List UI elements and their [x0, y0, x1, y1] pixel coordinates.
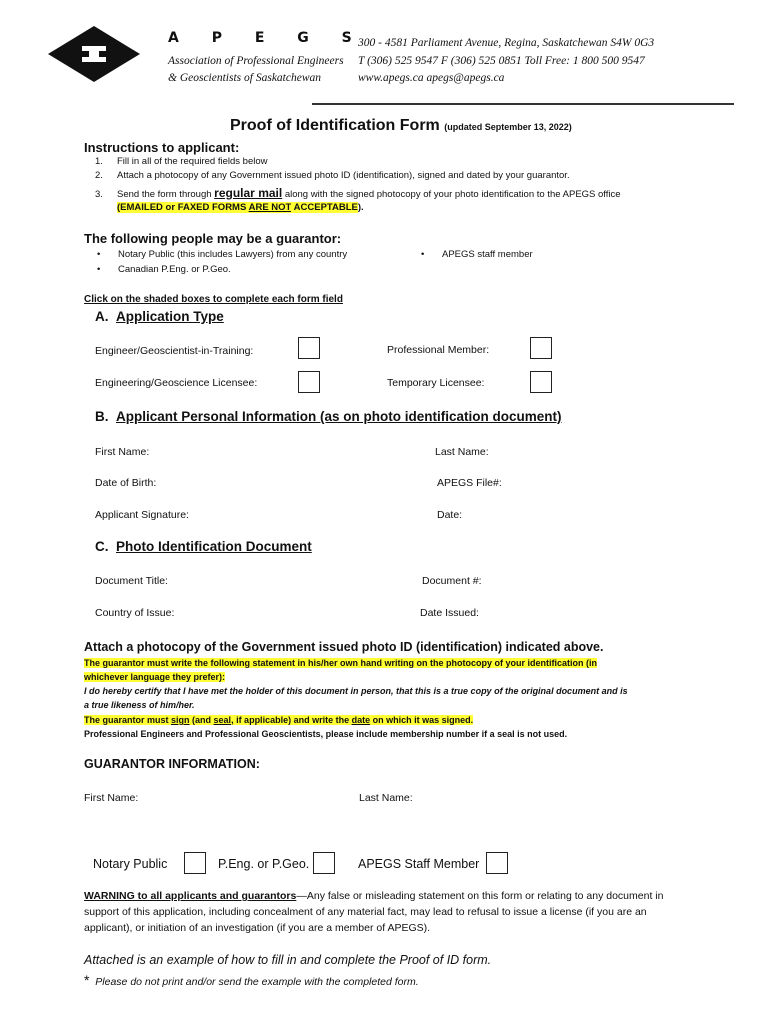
brand-name: A P E G S: [168, 30, 366, 46]
certification-statement: I do hereby certify that I have met the holder of this document in person, that this is a true copy of the original document and is: [84, 686, 628, 696]
updated-date: (updated September 13, 2022): [444, 122, 572, 132]
instruction-item: 2. Attach a photocopy of any Government issued photo ID (identification), signed and dated by your guarantor.: [95, 170, 570, 181]
example-warning: * Please do not print and/or send the example with the completed form.: [84, 972, 419, 988]
example-note: Attached is an example of how to fill in and complete the Proof of ID form.: [84, 953, 492, 967]
date-field[interactable]: Date:: [437, 509, 463, 521]
field-label-licensee: Engineering/Geoscience Licensee:: [95, 377, 258, 389]
document-title-field[interactable]: Document Title:: [95, 575, 168, 587]
instruction-item: 1. Fill in all of the required fields below: [95, 156, 268, 167]
form-title: Proof of Identification Form (updated September 13, 2022): [230, 117, 572, 134]
country-of-issue-field[interactable]: Country of Issue:: [95, 607, 175, 619]
sign-instructions: The guarantor must sign (and seal, if applicable) and write the date on which it was signed.: [84, 715, 474, 725]
address: 300 - 4581 Parliament Avenue, Regina, Saskatchewan S4W 0G3: [358, 37, 655, 49]
apegs-file-field[interactable]: APEGS File#:: [437, 477, 502, 489]
apegs-staff-label: APEGS Staff Member: [358, 857, 480, 871]
org-name-line2: & Geoscientists of Saskatchewan: [168, 72, 321, 84]
first-name-field[interactable]: First Name:: [95, 446, 150, 458]
guarantor-info-heading: GUARANTOR INFORMATION:: [84, 757, 260, 771]
guarantor-heading: The following people may be a guarantor:: [84, 231, 342, 246]
apegs-logo: [44, 24, 144, 84]
checkbox-professional-member[interactable]: [530, 337, 552, 359]
checkbox-eit[interactable]: [298, 337, 320, 359]
instruction-item-continued: (EMAILED or FAXED FORMS ARE NOT ACCEPTABLE).: [117, 202, 364, 213]
last-name-field[interactable]: Last Name:: [435, 446, 489, 458]
checkbox-temporary-licensee[interactable]: [530, 371, 552, 393]
date-issued-field[interactable]: Date Issued:: [420, 607, 479, 619]
header-rule: [312, 103, 734, 105]
certification-statement-cont: a true likeness of him/her.: [84, 700, 195, 710]
guarantor-item: • Notary Public (this includes Lawyers) from any country: [118, 249, 347, 260]
guarantor-instructions: The guarantor must write the following statement in his/her own hand writing on the photocopy of your identification (in: [84, 658, 597, 668]
field-label-professional-member: Professional Member:: [387, 344, 490, 356]
phone-numbers: T (306) 525 9547 F (306) 525 0851 Toll Free: 1 800 500 9547: [358, 55, 645, 67]
section-c-heading: C. Photo Identification Document: [95, 539, 312, 554]
checkbox-peng-pgeo[interactable]: [313, 852, 335, 874]
instruction-item: 3. Send the form through regular mail along with the signed photocopy of your photo identification to the APEGS office: [95, 186, 621, 200]
attach-heading: Attach a photocopy of the Government issued photo ID (identification) indicated above.: [84, 640, 604, 654]
warning-text: WARNING to all applicants and guarantors—Any false or misleading statement on this form or relating to any document in support of this application, including concealment of any material fact, may lead to refusal to issue a license (if you are an applicant), or initiation of an investigation (if you are a member of APEGS).: [84, 890, 664, 934]
org-name-line1: Association of Professional Engineers: [168, 55, 344, 67]
section-b-heading: B. Applicant Personal Information (as on photo identification document): [95, 409, 562, 424]
checkbox-apegs-staff[interactable]: [486, 852, 508, 874]
checkbox-notary-public[interactable]: [184, 852, 206, 874]
field-label-temporary-licensee: Temporary Licensee:: [387, 377, 485, 389]
click-note: Click on the shaded boxes to complete each form field: [84, 294, 343, 305]
date-of-birth-field[interactable]: Date of Birth:: [95, 477, 157, 489]
notary-public-label: Notary Public: [93, 857, 168, 871]
web-email: www.apegs.ca apegs@apegs.ca: [358, 72, 505, 84]
guarantor-first-name-field[interactable]: First Name:: [84, 792, 139, 804]
guarantor-item: • Canadian P.Eng. or P.Geo.: [118, 264, 231, 275]
applicant-signature-field[interactable]: Applicant Signature:: [95, 509, 189, 521]
field-label-eit: Engineer/Geoscientist-in-Training:: [95, 345, 254, 357]
checkbox-licensee[interactable]: [298, 371, 320, 393]
document-number-field[interactable]: Document #:: [422, 575, 482, 587]
instructions-heading: Instructions to applicant:: [84, 140, 240, 155]
peng-pgeo-label: P.Eng. or P.Geo.: [218, 857, 310, 871]
guarantor-last-name-field[interactable]: Last Name:: [359, 792, 413, 804]
section-a-heading: A. Application Type: [95, 309, 224, 324]
guarantor-item: • APEGS staff member: [442, 249, 533, 260]
membership-note: Professional Engineers and Professional Geoscientists, please include membership number if a seal is not used.: [84, 729, 568, 739]
guarantor-instructions-cont: whichever language they prefer):: [84, 672, 226, 682]
